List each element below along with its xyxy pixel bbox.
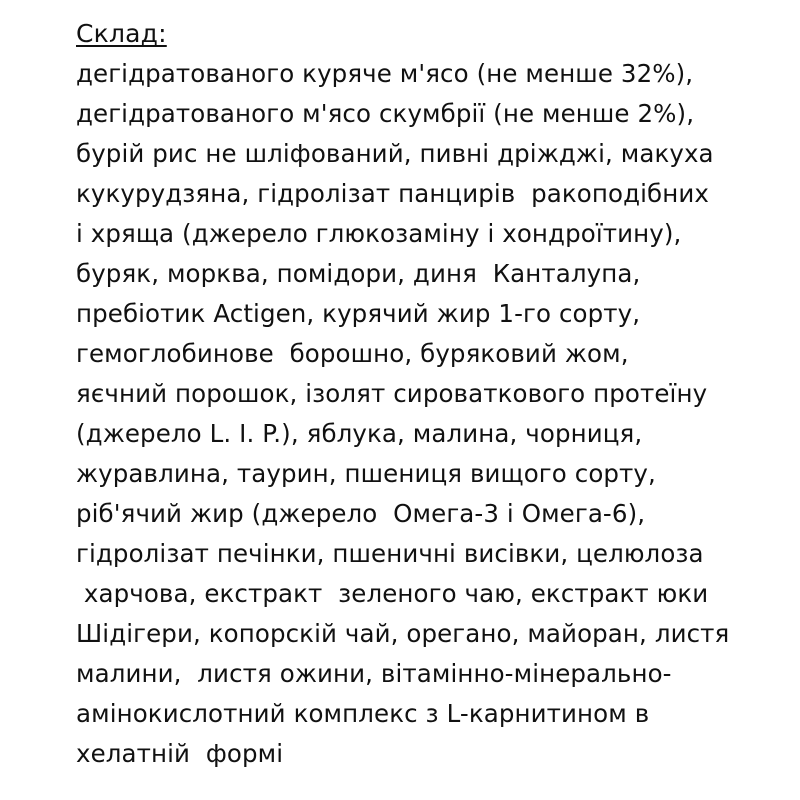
list-item: і хряща (джерело глюкозаміну і хондроїтину), xyxy=(76,219,682,248)
list-item: малини, листя ожини, вітамінно-мінерально- xyxy=(76,659,672,688)
list-item: журавлина, таурин, пшениця вищого сорту, xyxy=(76,459,656,488)
list-item: (джерело L. I. P.), яблука, малина, чорниця, xyxy=(76,419,643,448)
list-item: ріб'ячий жир (джерело Омега-3 і Омега-6), xyxy=(76,499,646,528)
list-item: амінокислотний комплекс з L-карнитином в xyxy=(76,699,650,728)
list-item: яєчний порошок, ізолят сироваткового протеїну xyxy=(76,379,708,408)
list-item: Шідігери, копорскій чай, орегано, майоран, листя xyxy=(76,619,730,648)
list-item: дегідратованого куряче м'ясо (не менше 32%), xyxy=(76,59,694,88)
page-title: Склад: xyxy=(76,19,167,48)
list-item: кукурудзяна, гідролізат панцирів ракоподібних xyxy=(76,179,709,208)
list-item: пребіотик Actigen, курячий жир 1-го сорту, xyxy=(76,299,641,328)
list-item: буряк, морква, помідори, диня Канталупа, xyxy=(76,259,641,288)
list-item: гідролізат печінки, пшеничні висівки, целюлоза xyxy=(76,539,704,568)
list-item: дегідратованого м'ясо скумбрії (не менше 2%), xyxy=(76,99,695,128)
list-item: хелатній формі xyxy=(76,739,284,768)
list-item: харчова, екстракт зеленого чаю, екстракт юки xyxy=(76,579,709,608)
list-item: гемоглобинове борошно, буряковий жом, xyxy=(76,339,629,368)
ingredients-list xyxy=(76,54,760,774)
list-item: бурій рис не шліфований, пивні дріжджі, макуха xyxy=(76,139,714,168)
